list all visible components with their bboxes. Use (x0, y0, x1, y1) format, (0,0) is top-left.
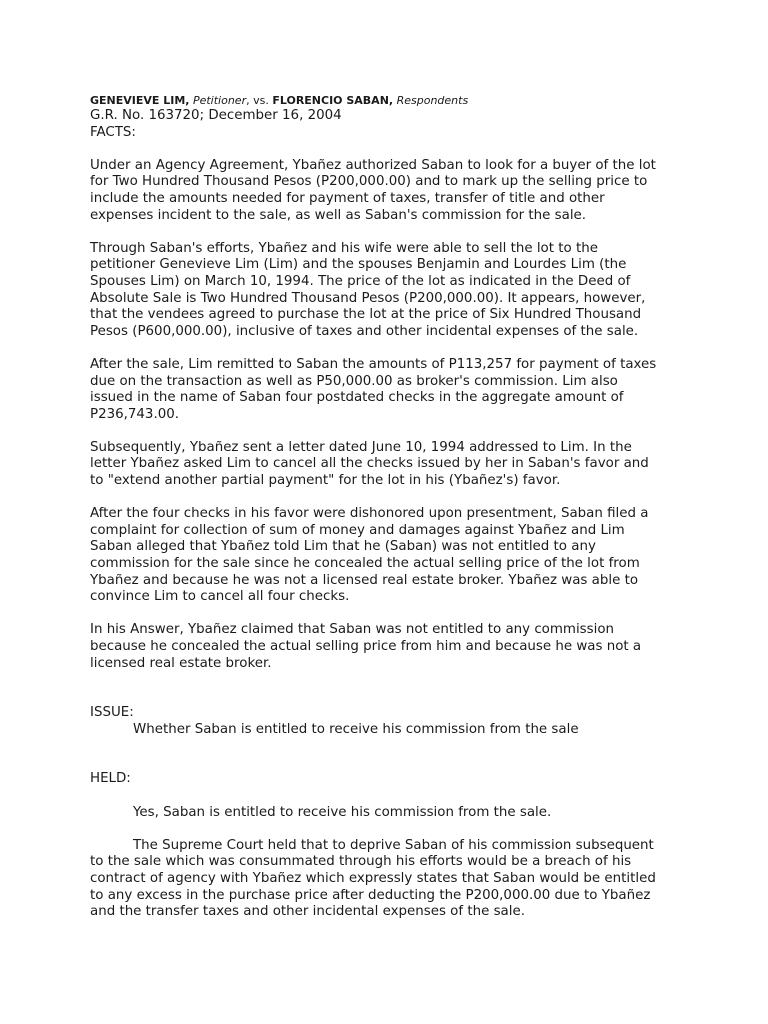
facts-line: commission for the sale since he concealed the actual selling price of the lot from (90, 556, 640, 572)
issue-heading: ISSUE: (90, 705, 134, 721)
facts-line: Pesos (P600,000.00), inclusive of taxes and other incidental expenses of the sale. (90, 323, 639, 339)
ruling-line: and the transfer taxes and other incidental expenses of the sale. (90, 904, 525, 920)
facts-line: for Two Hundred Thousand Pesos (P200,000.00) and to mark up the selling price to (90, 174, 648, 190)
facts-line: In his Answer, Ybañez claimed that Saban was not entitled to any commission (90, 622, 615, 638)
case-caption (90, 94, 690, 108)
facts-paragraph-5 (90, 506, 690, 606)
facts-line: that the vendees agreed to purchase the lot at the price of Six Hundred Thousand (90, 307, 642, 323)
facts-line: because he concealed the actual selling price from him and because he was not a (90, 639, 642, 654)
respondent-name: FLORENCIO SABAN, (272, 94, 394, 107)
facts-paragraph-6 (90, 622, 690, 672)
facts-paragraph-4 (90, 440, 690, 490)
ruling-line: The Supreme Court held that to deprive Saban of his commission subsequent (133, 837, 654, 853)
facts-line: Through Saban's efforts, Ybañez and his wife were able to sell the lot to the (90, 240, 598, 256)
facts-line: Ybañez and because he was not a licensed real estate broker. Ybañez was able to (90, 572, 639, 588)
versus-text: , vs. (246, 94, 273, 107)
facts-line: Under an Agency Agreement, Ybañez authorized Saban to look for a buyer of the lot (90, 157, 656, 173)
facts-line: After the four checks in his favor were dishonored upon presentment, Saban filed a (90, 506, 649, 522)
facts-line: include the amounts needed for payment of taxes, transfer of title and other (90, 190, 605, 206)
facts-paragraph-1 (90, 158, 690, 224)
ruling-line: to any excess in the purchase price after deducting the P200,000.00 due to Ybañez (90, 887, 651, 903)
case-number: G.R. No. 163720; December 16, 2004 (90, 108, 342, 123)
facts-line: convince Lim to cancel all four checks. (90, 589, 350, 605)
facts-line: petitioner Genevieve Lim (Lim) and the spouses Benjamin and Lourdes Lim (the (90, 257, 627, 273)
facts-line: letter Ybañez asked Lim to cancel all the checks issued by her in Saban's favor and (90, 456, 649, 472)
document-page (90, 94, 690, 937)
issue-text: Whether Saban is entitled to receive his commission from the sale (133, 721, 579, 737)
facts-line: Absolute Sale is Two Hundred Thousand Pesos (P200,000.00). It appears, however, (90, 290, 646, 306)
petitioner-role: Petitioner (192, 94, 247, 107)
facts-line: After the sale, Lim remitted to Saban the amounts of P113,257 for payment of taxes (90, 356, 657, 372)
facts-line: Spouses Lim) on March 10, 1994. The price of the lot as indicated in the Deed of (90, 273, 631, 289)
facts-paragraph-3 (90, 357, 690, 423)
ruling-line: to the sale which was consummated through his efforts would be a breach of his (90, 854, 632, 870)
respondent-role: Respondents (396, 94, 469, 107)
held-heading: HELD: (90, 771, 131, 787)
facts-line: Saban alleged that Ybañez told Lim that he (Saban) was not entitled to any (90, 539, 596, 555)
ruling-line: contract of agency with Ybañez which expressly states that Saban would be entitled (90, 870, 656, 886)
facts-heading: FACTS: (90, 124, 136, 140)
held-text: Yes, Saban is entitled to receive his commission from the sale. (133, 804, 552, 820)
facts-line: expenses incident to the sale, as well as Saban's commission for the sale. (90, 207, 587, 223)
facts-paragraph-2 (90, 241, 690, 341)
facts-line: to "extend another partial payment" for the lot in his (Ybañez's) favor. (90, 473, 561, 489)
facts-line: due on the transaction as well as P50,000.00 as broker's commission. Lim also (90, 373, 618, 389)
facts-line: complaint for collection of sum of money and damages against Ybañez and Lim (90, 522, 625, 538)
facts-line: licensed real estate broker. (90, 655, 272, 671)
facts-line: Subsequently, Ybañez sent a letter dated June 10, 1994 addressed to Lim. In the (90, 439, 632, 455)
facts-line: P236,743.00. (90, 406, 180, 422)
petitioner-name: GENEVIEVE LIM, (90, 94, 190, 107)
ruling-paragraph (90, 838, 690, 921)
facts-line: issued in the name of Saban four postdated checks in the aggregate amount of (90, 390, 624, 406)
